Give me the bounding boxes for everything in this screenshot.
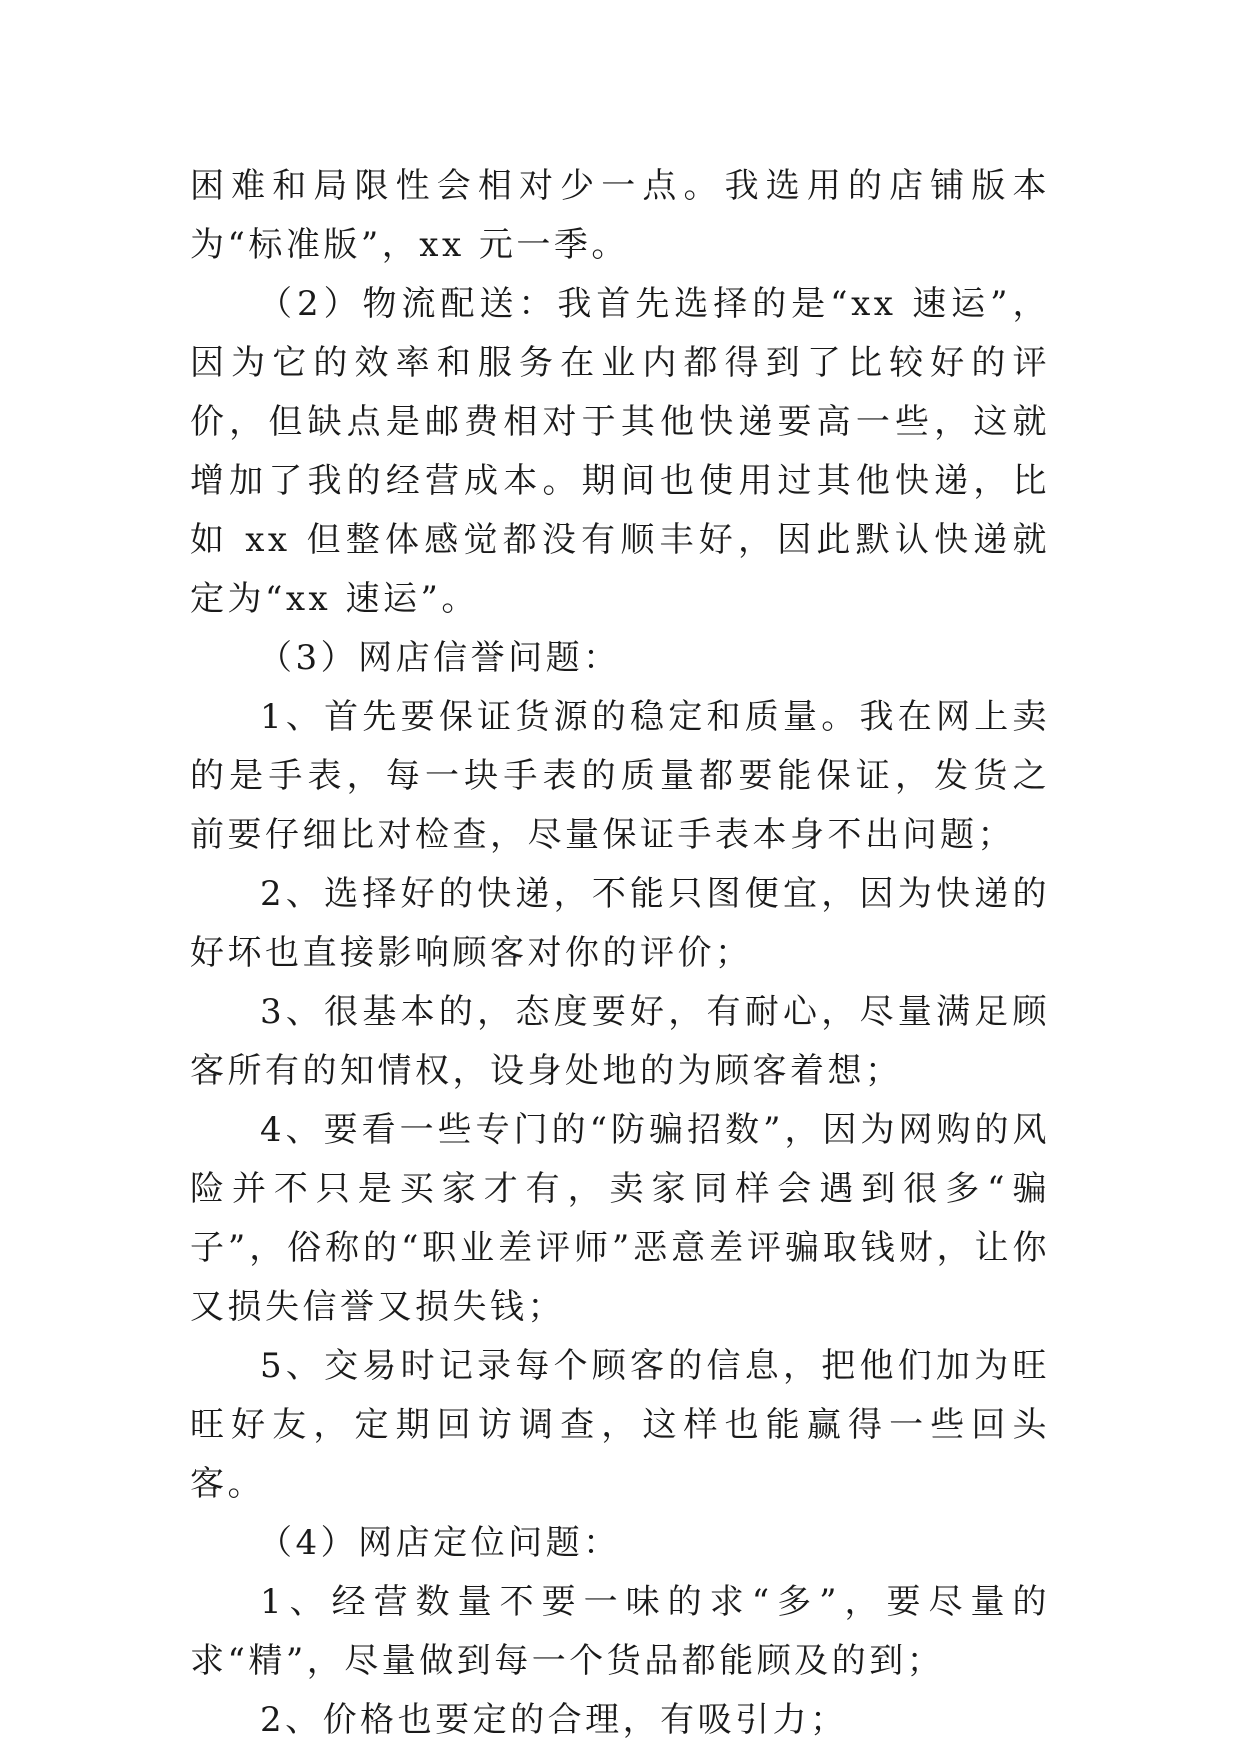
- paragraph-item-4: 4、要看一些专门的“防骗招数”，因为网购的风险并不只是买家才有，卖家同样会遇到很多“骗子”，俗称的“职业差评师”恶意差评骗取钱财，让你又损失信誉又损失钱；: [190, 1110, 1050, 1327]
- paragraph-continuation: 困难和局限性会相对少一点。我选用的店铺版本为“标准版”，xx 元一季。: [190, 166, 1050, 265]
- paragraph-item-5: 5、交易时记录每个顾客的信息，把他们加为旺旺好友，定期回访调查，这样也能赢得一些回头客。: [190, 1346, 1050, 1504]
- paragraph-item-1: 1、首先要保证货源的稳定和质量。我在网上卖的是手表，每一块手表的质量都要能保证，发货之前要仔细比对检查，尽量保证手表本身不出问题；: [190, 697, 1050, 855]
- paragraph-positioning-item-2: 2、价格也要定的合理，有吸引力；: [260, 1700, 848, 1740]
- paragraph-heading-positioning: （4）网店定位问题：: [258, 1523, 621, 1563]
- document-body: [190, 157, 1050, 1750]
- paragraph-item-3: 3、很基本的，态度要好，有耐心，尽量满足顾客所有的知情权，设身处地的为顾客着想；: [190, 992, 1050, 1091]
- paragraph-logistics: （2）物流配送：我首先选择的是“xx 速运”，因为它的效率和服务在业内都得到了比较好的评价，但缺点是邮费相对于其他快递要高一些，这就增加了我的经营成本。期间也使用过其他快递，比如 xx 但整体感觉都没有顺丰好，因此默认快递就定为“xx 速运”。: [190, 284, 1050, 619]
- paragraph-positioning-item-1: 1、经营数量不要一味的求“多”，要尽量的求“精”，尽量做到每一个货品都能顾及的到；: [190, 1582, 1050, 1681]
- paragraph-heading-reputation: （3）网店信誉问题：: [258, 638, 621, 678]
- paragraph-item-2: 2、选择好的快递，不能只图便宜，因为快递的好坏也直接影响顾客对你的评价；: [190, 874, 1050, 973]
